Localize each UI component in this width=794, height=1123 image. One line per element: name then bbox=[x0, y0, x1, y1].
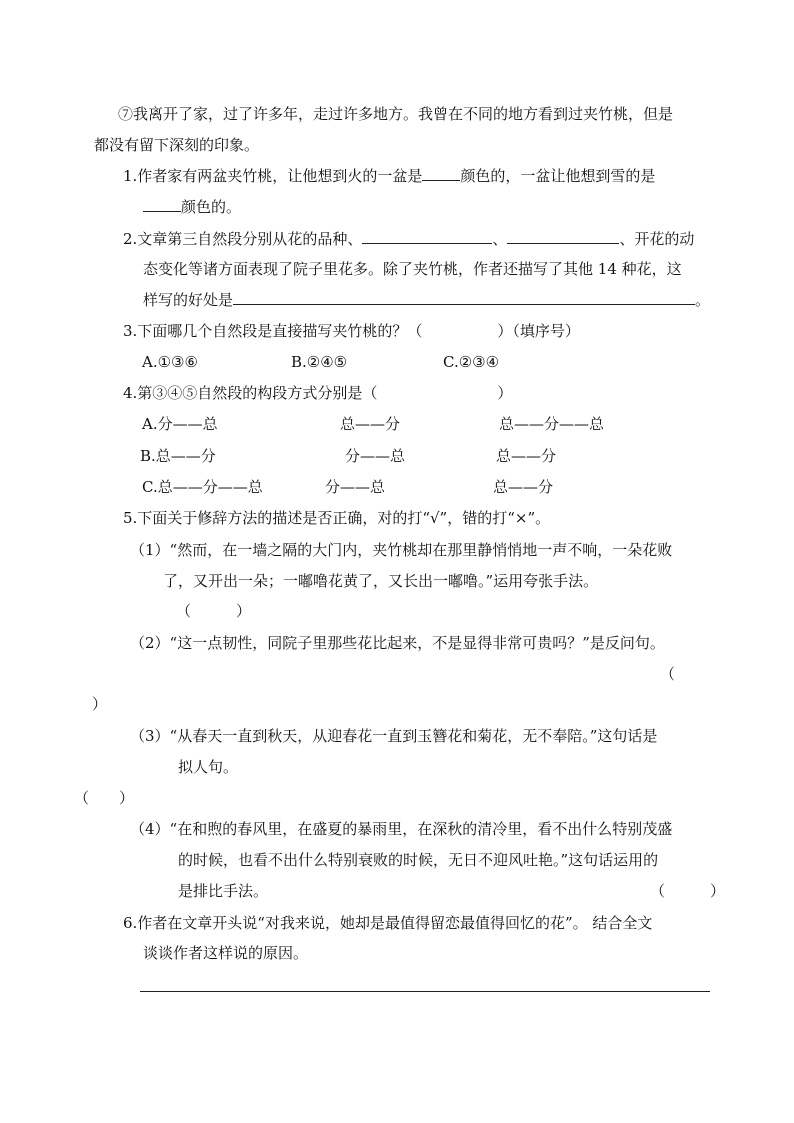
question-5-2-answer-paren-open[interactable]: （ bbox=[660, 665, 676, 683]
question-5-2-line-1: （2）“这一点韧性，同院子里那些花比起来，不是显得非常可贵吗？”是反问句。 bbox=[130, 634, 665, 652]
question-2-blank-1[interactable] bbox=[362, 228, 492, 244]
question-4-option-a-3: 总——分——总 bbox=[499, 415, 605, 433]
question-4-option-c-1[interactable]: C.总——分——总 bbox=[142, 478, 263, 496]
question-2-line-3 bbox=[143, 289, 710, 310]
question-5-4-line-1: （4）“在和煦的春风里，在盛夏的暴雨里，在深秋的清冷里，看不出什么特别茂盛 bbox=[130, 820, 673, 838]
question-2-text-c: 样写的好处是 bbox=[143, 291, 234, 309]
question-5-4-answer-paren[interactable]: （ ） bbox=[650, 882, 726, 900]
question-1-blank-1[interactable] bbox=[422, 165, 460, 181]
question-1-line-2 bbox=[143, 196, 241, 217]
question-4-option-b-3: 总——分 bbox=[496, 447, 557, 465]
question-6-line-1: 6.作者在文章开头说“对我来说，她却是最值得留恋最值得回忆的花”。 结合全文 bbox=[123, 914, 653, 932]
passage-paragraph-7-line-2: 都没有留下深刻的印象。 bbox=[94, 136, 260, 154]
question-2-blank-2[interactable] bbox=[507, 228, 619, 244]
question-6-line-2: 谈谈作者这样说的原因。 bbox=[143, 944, 309, 962]
question-3-option-b[interactable]: B.②④⑤ bbox=[291, 353, 348, 371]
question-3-option-a[interactable]: A.①③⑥ bbox=[142, 353, 198, 371]
question-5-1-line-2: 了，又开出一朵；一嘟噜花黄了，又长出一嘟噜。”运用夸张手法。 bbox=[163, 572, 599, 590]
question-6-answer-line[interactable] bbox=[140, 991, 710, 992]
question-5-stem: 5.下面关于修辞方法的描述是否正确，对的打“√”，错的打“×”。 bbox=[123, 509, 551, 527]
question-5-4-line-3: 是排比手法。 bbox=[178, 882, 269, 900]
question-4-option-c-2: 分——总 bbox=[325, 478, 386, 496]
question-1-text-a: 1.作者家有两盆夹竹桃，让他想到火的一盆是 bbox=[123, 167, 423, 185]
question-2-line-2: 态变化等诸方面表现了院子里花多。除了夹竹桃，作者还描写了其他 14 种花，这 bbox=[143, 260, 682, 278]
question-4-option-b-2: 分——总 bbox=[345, 447, 406, 465]
question-5-2-answer-paren-close[interactable]: ） bbox=[92, 695, 108, 713]
question-2-blank-3[interactable] bbox=[233, 289, 695, 305]
question-2-end: 。 bbox=[695, 291, 711, 309]
question-1-text-b: 颜色的，一盆让他想到雪的是 bbox=[460, 167, 656, 185]
question-4-option-a-1[interactable]: A.分——总 bbox=[142, 415, 218, 433]
question-2-text-a: 2.文章第三自然段分别从花的品种、 bbox=[123, 230, 363, 248]
passage-paragraph-7-line-1: ⑦我离开了家，过了许多年，走过许多地方。我曾在不同的地方看到过夹竹桃，但是 bbox=[118, 105, 674, 123]
question-2-line-1 bbox=[123, 228, 694, 249]
question-3-stem: 3.下面哪几个自然段是直接描写夹竹桃的？（ ）（填序号） bbox=[123, 322, 580, 340]
question-2-text-b: 、开花的动 bbox=[619, 230, 695, 248]
question-1-blank-2[interactable] bbox=[143, 196, 181, 212]
question-5-1-answer-paren[interactable]: （ ） bbox=[176, 602, 252, 620]
question-5-3-answer-paren[interactable]: （ ） bbox=[74, 789, 135, 807]
question-4-option-c-3: 总——分 bbox=[493, 478, 554, 496]
question-5-4-line-2: 的时候，也看不出什么特别衰败的时候，无日不迎风吐艳。”这句话运用的 bbox=[178, 851, 659, 869]
question-4-option-b-1[interactable]: B.总——分 bbox=[140, 447, 216, 465]
question-5-3-line-2: 拟人句。 bbox=[178, 758, 239, 776]
question-1-text-c: 颜色的。 bbox=[181, 198, 242, 216]
question-3-option-c[interactable]: C.②③④ bbox=[443, 353, 500, 371]
question-4-option-a-2: 总——分 bbox=[340, 415, 401, 433]
question-2-separator: 、 bbox=[492, 230, 508, 248]
question-4-stem: 4.第③④⑤自然段的构段方式分别是（ ） bbox=[123, 384, 513, 402]
question-5-1-line-1: （1）“然而，在一墙之隔的大门内，夹竹桃却在那里静悄悄地一声不响，一朵花败 bbox=[130, 541, 673, 559]
question-5-3-line-1: （3）“从春天一直到秋天，从迎春花一直到玉簪花和菊花，无不奉陪。”这句话是 bbox=[130, 727, 658, 745]
question-1-line-1 bbox=[123, 165, 655, 186]
